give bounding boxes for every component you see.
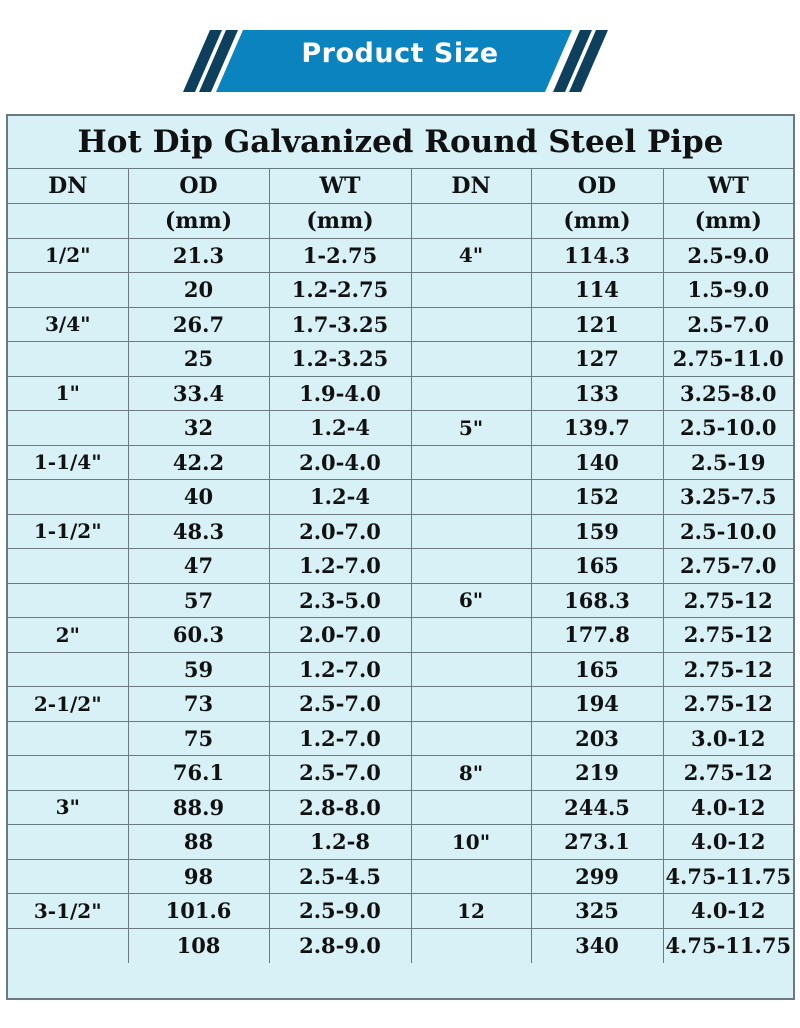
units-row-cell: (mm)	[128, 204, 269, 239]
size-grid	[8, 169, 793, 963]
table-row-cell: 76.1	[128, 756, 269, 791]
table-row-cell	[411, 549, 531, 584]
units-row-cell: (mm)	[663, 204, 793, 239]
table-row-cell: 2.75-7.0	[663, 549, 793, 584]
table-row-cell	[411, 618, 531, 653]
table-row-cell	[411, 859, 531, 894]
header-row-cell: OD	[128, 169, 269, 204]
table-row-cell: 194	[531, 687, 663, 722]
table-row	[8, 756, 793, 791]
table-row-cell	[411, 514, 531, 549]
table-row-cell: 32	[128, 411, 269, 446]
table-row-cell	[411, 652, 531, 687]
table-row-cell: 1.7-3.25	[269, 307, 411, 342]
table-row-cell: 152	[531, 480, 663, 515]
table-row-cell: 2.5-7.0	[269, 687, 411, 722]
table-row	[8, 583, 793, 618]
table-row-cell	[411, 721, 531, 756]
table-row-cell: 2.5-10.0	[663, 411, 793, 446]
table-row-cell: 8"	[411, 756, 531, 791]
table-row-cell: 165	[531, 652, 663, 687]
units-row	[8, 204, 793, 239]
table-row-cell: 2.5-9.0	[269, 894, 411, 929]
table-row-cell: 5"	[411, 411, 531, 446]
table-row	[8, 480, 793, 515]
table-row-cell: 25	[128, 342, 269, 377]
table-row-cell: 26.7	[128, 307, 269, 342]
table-row-cell	[8, 825, 128, 860]
table-row-cell: 57	[128, 583, 269, 618]
table-row-cell: 108	[128, 928, 269, 963]
table-row-cell: 1.5-9.0	[663, 273, 793, 308]
table-row-cell: 4.75-11.75	[663, 859, 793, 894]
table-row-cell: 2.75-12	[663, 687, 793, 722]
table-row	[8, 549, 793, 584]
table-row	[8, 238, 793, 273]
table-row-cell: 2.0-7.0	[269, 514, 411, 549]
table-row-cell: 2.3-5.0	[269, 583, 411, 618]
table-row-cell	[411, 480, 531, 515]
table-row-cell	[8, 411, 128, 446]
table-row-cell	[8, 342, 128, 377]
table-row-cell: 1-2.75	[269, 238, 411, 273]
table-row-cell: 4.0-12	[663, 894, 793, 929]
table-row-cell: 1/2"	[8, 238, 128, 273]
table-row	[8, 376, 793, 411]
table-row-cell: 33.4	[128, 376, 269, 411]
table-row	[8, 687, 793, 722]
table-row	[8, 721, 793, 756]
table-row-cell: 4"	[411, 238, 531, 273]
table-row	[8, 273, 793, 308]
table-row-cell: 165	[531, 549, 663, 584]
table-row-cell	[8, 583, 128, 618]
table-row-cell: 4.0-12	[663, 790, 793, 825]
table-row-cell	[8, 756, 128, 791]
table-row-cell: 75	[128, 721, 269, 756]
table-row-cell	[8, 652, 128, 687]
table-row	[8, 618, 793, 653]
table-row-cell: 21.3	[128, 238, 269, 273]
table-row-cell	[411, 342, 531, 377]
table-row-cell: 2.8-8.0	[269, 790, 411, 825]
table-row-cell: 60.3	[128, 618, 269, 653]
size-table	[6, 114, 795, 1000]
table-row-cell: 12	[411, 894, 531, 929]
table-row-cell: 299	[531, 859, 663, 894]
table-row-cell: 1.2-4	[269, 411, 411, 446]
table-row-cell	[411, 687, 531, 722]
table-row-cell: 2-1/2"	[8, 687, 128, 722]
table-row	[8, 894, 793, 929]
table-row-cell: 1.9-4.0	[269, 376, 411, 411]
table-row-cell: 2.0-7.0	[269, 618, 411, 653]
header-row-cell: WT	[663, 169, 793, 204]
table-row-cell: 2.75-12	[663, 618, 793, 653]
table-row-cell: 133	[531, 376, 663, 411]
table-row-cell: 3.0-12	[663, 721, 793, 756]
table-row-cell: 139.7	[531, 411, 663, 446]
table-row-cell: 121	[531, 307, 663, 342]
table-row-cell: 168.3	[531, 583, 663, 618]
table-row	[8, 790, 793, 825]
table-row-cell: 1.2-8	[269, 825, 411, 860]
table-row-cell: 114	[531, 273, 663, 308]
table-row-cell	[8, 859, 128, 894]
table-row-cell: 6"	[411, 583, 531, 618]
table-row-cell: 273.1	[531, 825, 663, 860]
table-row	[8, 307, 793, 342]
table-row-cell	[8, 721, 128, 756]
table-row-cell: 48.3	[128, 514, 269, 549]
table-row-cell: 1.2-2.75	[269, 273, 411, 308]
table-row-cell: 1-1/4"	[8, 445, 128, 480]
table-row-cell: 47	[128, 549, 269, 584]
table-row-cell: 3"	[8, 790, 128, 825]
product-size-banner	[0, 0, 800, 110]
table-row-cell: 2.5-7.0	[663, 307, 793, 342]
header-row-cell: OD	[531, 169, 663, 204]
table-row-cell: 1.2-4	[269, 480, 411, 515]
table-row-cell: 1.2-7.0	[269, 721, 411, 756]
table-row-cell: 1.2-3.25	[269, 342, 411, 377]
table-row-cell: 219	[531, 756, 663, 791]
table-row-cell: 2.5-9.0	[663, 238, 793, 273]
table-row-cell: 159	[531, 514, 663, 549]
table-row-cell	[8, 928, 128, 963]
table-row-cell: 3-1/2"	[8, 894, 128, 929]
table-row	[8, 342, 793, 377]
table-row-cell: 40	[128, 480, 269, 515]
table-row-cell: 2.0-4.0	[269, 445, 411, 480]
table-row-cell: 88	[128, 825, 269, 860]
table-row-cell: 3/4"	[8, 307, 128, 342]
table-row-cell: 325	[531, 894, 663, 929]
table-row-cell: 10"	[411, 825, 531, 860]
table-row-cell: 244.5	[531, 790, 663, 825]
header-row-cell: WT	[269, 169, 411, 204]
units-row-cell	[411, 204, 531, 239]
table-row-cell: 2.5-4.5	[269, 859, 411, 894]
table-row-cell: 340	[531, 928, 663, 963]
table-row-cell	[411, 273, 531, 308]
table-row-cell: 1-1/2"	[8, 514, 128, 549]
table-row-cell: 2.75-12	[663, 583, 793, 618]
table-row-cell: 3.25-7.5	[663, 480, 793, 515]
table-row-cell: 2.75-11.0	[663, 342, 793, 377]
table-row-cell: 1.2-7.0	[269, 549, 411, 584]
table-row-cell: 2.5-19	[663, 445, 793, 480]
table-row-cell: 42.2	[128, 445, 269, 480]
table-row-cell: 2.8-9.0	[269, 928, 411, 963]
table-row-cell: 2"	[8, 618, 128, 653]
table-row-cell: 3.25-8.0	[663, 376, 793, 411]
header-row-cell: DN	[411, 169, 531, 204]
units-row-cell: (mm)	[269, 204, 411, 239]
table-row-cell: 2.75-12	[663, 756, 793, 791]
table-row	[8, 928, 793, 963]
table-row	[8, 514, 793, 549]
table-row-cell	[8, 549, 128, 584]
table-row-cell	[8, 273, 128, 308]
table-row-cell: 2.5-10.0	[663, 514, 793, 549]
table-row-cell: 127	[531, 342, 663, 377]
table-row-cell	[411, 790, 531, 825]
table-row-cell: 88.9	[128, 790, 269, 825]
table-row-cell	[411, 445, 531, 480]
table-row-cell: 1"	[8, 376, 128, 411]
table-row-cell: 140	[531, 445, 663, 480]
table-row-cell: 73	[128, 687, 269, 722]
table-row-cell: 4.0-12	[663, 825, 793, 860]
table-row-cell: 203	[531, 721, 663, 756]
table-row	[8, 859, 793, 894]
header-row-cell: DN	[8, 169, 128, 204]
table-row	[8, 411, 793, 446]
table-row-cell: 114.3	[531, 238, 663, 273]
table-row-cell: 2.75-12	[663, 652, 793, 687]
table-row-cell	[411, 376, 531, 411]
table-row	[8, 825, 793, 860]
table-row-cell: 101.6	[128, 894, 269, 929]
units-row-cell	[8, 204, 128, 239]
table-row-cell: 20	[128, 273, 269, 308]
banner-title: Product Size	[301, 38, 499, 69]
table-row-cell: 59	[128, 652, 269, 687]
table-row-cell: 2.5-7.0	[269, 756, 411, 791]
table-row-cell	[8, 480, 128, 515]
table-row-cell	[411, 307, 531, 342]
table-row-cell	[411, 928, 531, 963]
table-row-cell: 98	[128, 859, 269, 894]
table-row	[8, 445, 793, 480]
table-row	[8, 652, 793, 687]
table-row-cell: 1.2-7.0	[269, 652, 411, 687]
table-row-cell: 177.8	[531, 618, 663, 653]
units-row-cell: (mm)	[531, 204, 663, 239]
table-title: Hot Dip Galvanized Round Steel Pipe	[8, 116, 793, 169]
header-row	[8, 169, 793, 204]
table-row-cell: 4.75-11.75	[663, 928, 793, 963]
